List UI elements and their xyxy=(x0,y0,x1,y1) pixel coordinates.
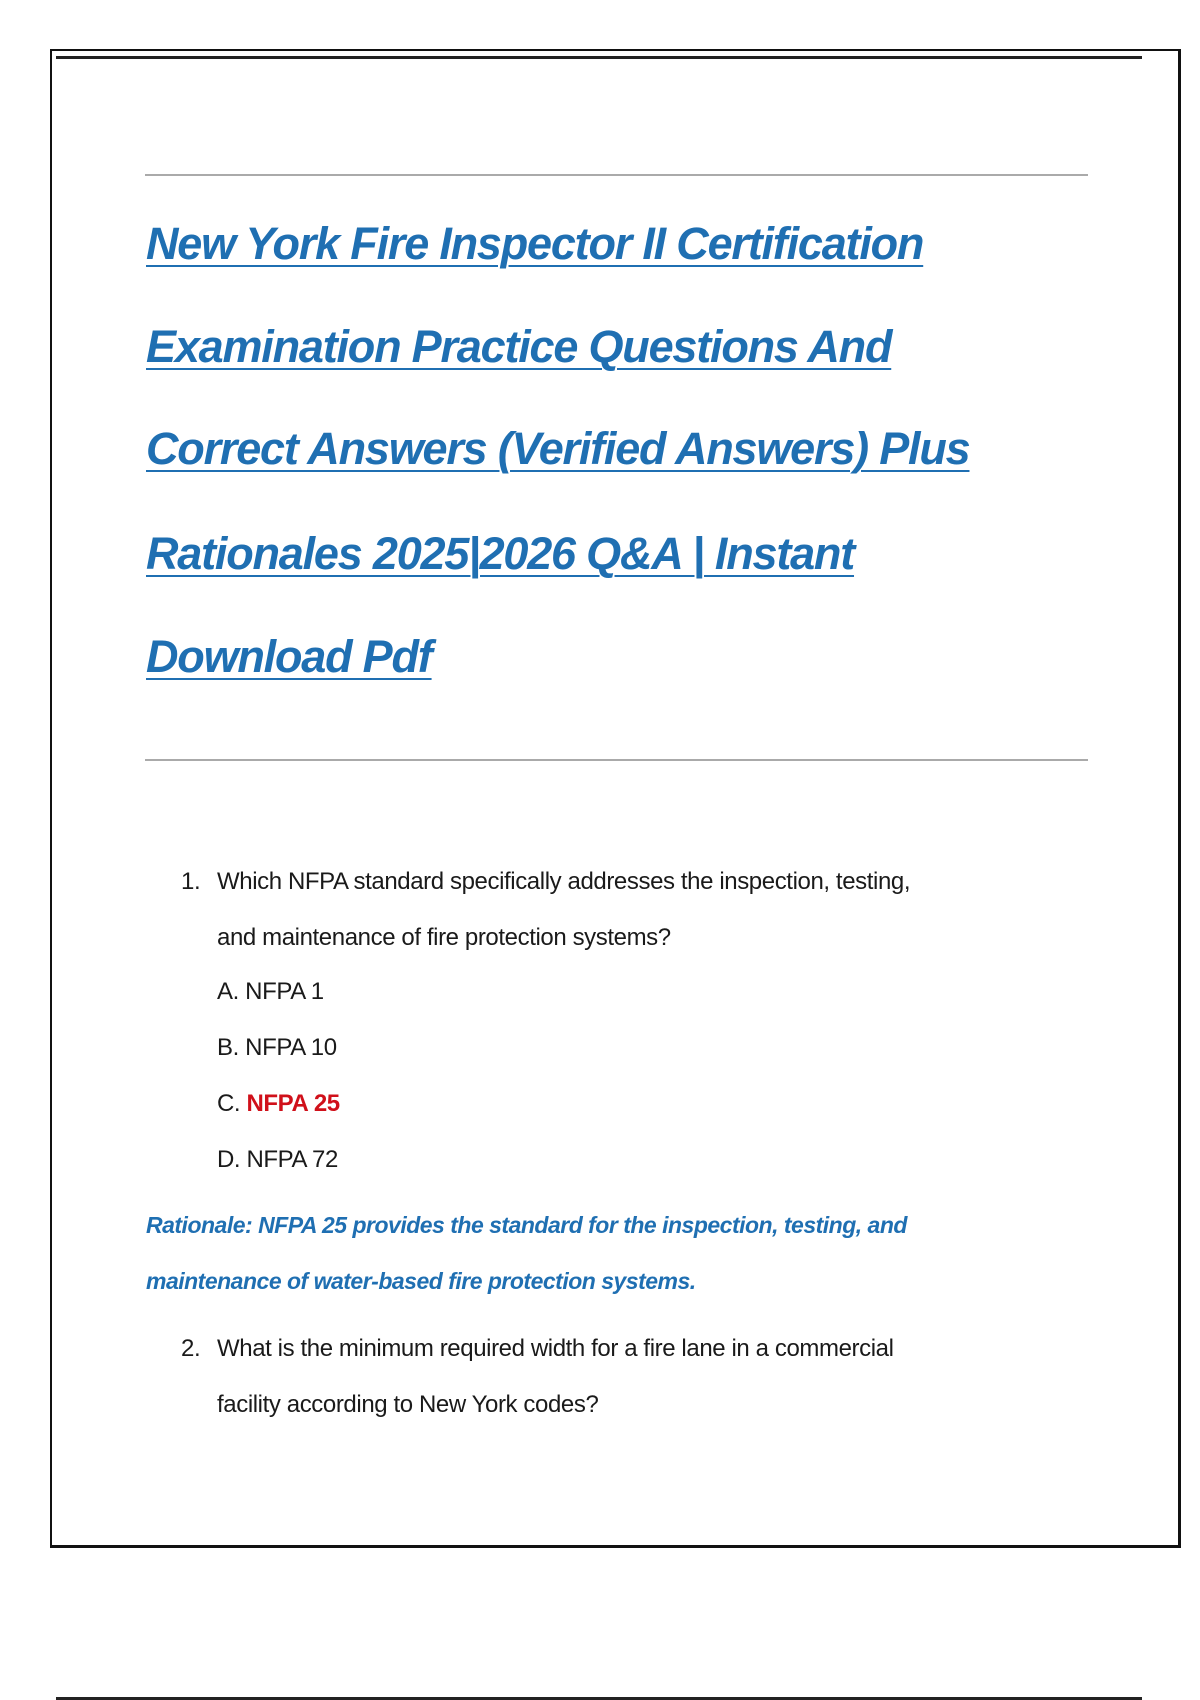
option-a xyxy=(217,978,324,1006)
title-line[interactable]: Download Pdf xyxy=(146,631,432,682)
top-rule xyxy=(56,56,1142,59)
question-text: and maintenance of fire protection systems? xyxy=(217,924,671,951)
title-divider-top xyxy=(145,174,1088,176)
rationale: maintenance of water-based fire protection systems. xyxy=(146,1268,696,1294)
title-line[interactable]: Correct Answers (Verified Answers) Plus xyxy=(146,423,970,474)
option-text: NFPA 1 xyxy=(245,978,324,1005)
option-text: NFPA 10 xyxy=(245,1034,337,1061)
title-divider-bottom xyxy=(145,759,1088,761)
page-border xyxy=(50,49,1181,1548)
correct-answer: NFPA 25 xyxy=(246,1090,340,1117)
question-text: facility according to New York codes? xyxy=(217,1391,599,1418)
question-number: 2. xyxy=(181,1335,201,1362)
option-letter: A. xyxy=(217,978,239,1005)
option-letter: B. xyxy=(217,1034,239,1061)
rationale: Rationale: NFPA 25 provides the standard for the inspection, testing, and xyxy=(146,1212,907,1238)
option-c xyxy=(217,1090,340,1118)
option-d xyxy=(217,1146,338,1174)
question-number: 1. xyxy=(181,868,201,895)
option-letter: D. xyxy=(217,1146,241,1173)
option-letter: C. xyxy=(217,1090,241,1117)
title-line[interactable]: New York Fire Inspector II Certification xyxy=(146,218,924,269)
option-text: NFPA 72 xyxy=(246,1146,338,1173)
option-b xyxy=(217,1034,337,1062)
question-text: What is the minimum required width for a fire lane in a commercial xyxy=(217,1335,894,1362)
title-line[interactable]: Rationales 2025|2026 Q&A | Instant xyxy=(146,528,855,579)
question-text: Which NFPA standard specifically addresses the inspection, testing, xyxy=(217,868,911,895)
title-line[interactable]: Examination Practice Questions And xyxy=(146,321,892,372)
